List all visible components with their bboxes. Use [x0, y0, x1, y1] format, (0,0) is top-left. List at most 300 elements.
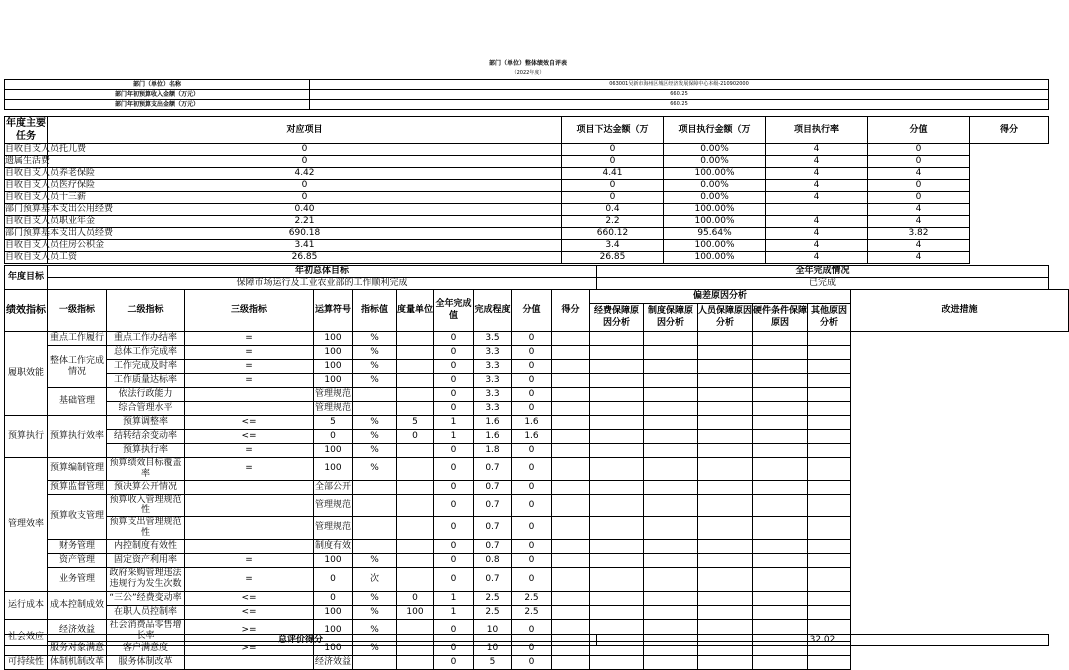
perf-col-op: 运算符号 [314, 290, 353, 332]
perf-op: <= [185, 416, 314, 430]
perf-l3: 客户满意度 [107, 642, 185, 656]
perf-l3: 总体工作完成率 [107, 346, 185, 360]
perf-weight: 0.7 [474, 480, 512, 494]
perf-deviation-cell [753, 332, 808, 346]
perf-deviation-cell [644, 656, 698, 670]
report-title: 部门（单位）整体绩效自评表 [488, 60, 567, 67]
perf-degree: 0 [434, 346, 474, 360]
perf-deviation-cell [698, 553, 753, 567]
tasks-col-project: 对应项目 [48, 117, 562, 144]
perf-deviation-cell [753, 539, 808, 553]
task-weight: 4 [766, 144, 868, 156]
task-weight: 4 [766, 192, 868, 204]
perf-deviation-cell [644, 517, 698, 540]
perf-deviation-cell [590, 517, 644, 540]
perf-unit: % [353, 430, 397, 444]
tasks-col-rate: 项目执行率 [766, 117, 868, 144]
perf-actual [397, 332, 434, 346]
perf-body [5, 332, 1069, 670]
perf-degree: 0 [434, 458, 474, 481]
task-row [5, 168, 1049, 180]
perf-deviation-cell [753, 388, 808, 402]
goal-completion-text: 已完成 [597, 278, 1049, 290]
expense-value: 660.25 [310, 100, 1049, 110]
perf-deviation-cell [590, 360, 644, 374]
perf-header-row-1 [5, 290, 1069, 304]
perf-weight: 0.7 [474, 539, 512, 553]
perf-l3: 预决算公开情况 [107, 480, 185, 494]
perf-weight: 2.5 [474, 605, 512, 619]
perf-unit [353, 402, 397, 416]
perf-weight: 3.3 [474, 346, 512, 360]
tasks-col-weight: 分值 [868, 117, 970, 144]
task-weight: 4 [766, 168, 868, 180]
perf-target: 100 [314, 619, 353, 642]
task-weight: 4 [766, 252, 868, 264]
perf-weight: 3.3 [474, 360, 512, 374]
task-project: 部门预算基本支出公用经费 [5, 204, 114, 214]
perf-score: 0 [512, 539, 552, 553]
perf-unit [353, 388, 397, 402]
perf-col-actual: 全年完成值 [434, 290, 474, 332]
perf-weight: 0.8 [474, 553, 512, 567]
perf-weight: 0.7 [474, 458, 512, 481]
perf-col-target: 指标值 [353, 290, 397, 332]
perf-unit [353, 480, 397, 494]
tasks-header-row [5, 117, 1049, 144]
perf-score: 0 [512, 458, 552, 481]
perf-deviation-cell [552, 458, 590, 481]
perf-l3: 预算绩效目标覆盖率 [107, 458, 185, 481]
perf-op [185, 539, 314, 553]
perf-l2-c1: 预算编制管理 [48, 458, 107, 481]
perf-deviation-cell [753, 416, 808, 430]
perf-deviation-cell [644, 374, 698, 388]
perf-deviation-cell [644, 402, 698, 416]
perf-actual [397, 494, 434, 517]
perf-col-d1: 经费保障原因分析 [590, 304, 644, 332]
perf-degree: 0 [434, 517, 474, 540]
perf-table [4, 289, 1069, 670]
task-allocated: 3.41 [48, 240, 562, 252]
perf-target: 0 [314, 430, 353, 444]
perf-op [185, 480, 314, 494]
perf-deviation-cell [552, 656, 590, 670]
perf-measures-cell [808, 567, 851, 591]
task-row [5, 216, 1049, 228]
perf-op: = [185, 444, 314, 458]
perf-actual [397, 444, 434, 458]
tasks-section-label: 年度主要任务 [6, 118, 46, 142]
task-rate: 0.00% [664, 144, 766, 156]
task-allocated: 0 [48, 144, 562, 156]
perf-l3: 依法行政能力 [107, 388, 185, 402]
unit-value: 063001吴新市海州区城区经济发展保障中心本级-210902000 [310, 80, 1049, 90]
perf-l2-c3: 预算收支管理 [48, 494, 107, 539]
perf-op: <= [185, 430, 314, 444]
perf-unit [353, 539, 397, 553]
perf-actual [397, 517, 434, 540]
perf-deviation-cell [698, 374, 753, 388]
perf-unit: % [353, 619, 397, 642]
total-label: 总评价得分 [5, 635, 597, 646]
perf-score: 0 [512, 656, 552, 670]
header-table [4, 79, 1049, 110]
perf-deviation-cell [552, 388, 590, 402]
perf-row [5, 494, 1069, 517]
perf-row [5, 480, 1069, 494]
perf-actual: 100 [397, 605, 434, 619]
income-row [5, 90, 1049, 100]
perf-deviation-cell [698, 444, 753, 458]
task-project: 自收自支人员工资 [5, 252, 78, 262]
perf-deviation-cell [753, 430, 808, 444]
perf-actual [397, 656, 434, 670]
perf-deviation-cell [698, 567, 753, 591]
task-score: 0 [868, 144, 970, 156]
perf-actual [397, 553, 434, 567]
perf-deviation-cell [552, 591, 590, 605]
perf-deviation-cell [753, 591, 808, 605]
perf-actual: 0 [397, 591, 434, 605]
perf-deviation-cell [552, 402, 590, 416]
perf-l3: 社会消费品零售增长率 [107, 619, 185, 642]
perf-op: = [185, 332, 314, 346]
perf-deviation-cell [698, 416, 753, 430]
perf-degree: 0 [434, 642, 474, 656]
task-rate: 100.00% [664, 252, 766, 264]
perf-degree: 0 [434, 374, 474, 388]
perf-deviation-cell [590, 332, 644, 346]
perf-weight: 3.5 [474, 332, 512, 346]
perf-target: 100 [314, 458, 353, 481]
task-row [5, 252, 1049, 264]
task-rate: 0.00% [664, 156, 766, 168]
perf-col-score: 得分 [552, 290, 590, 332]
perf-measures-cell [808, 539, 851, 553]
perf-unit [353, 656, 397, 670]
perf-deviation-cell [698, 539, 753, 553]
task-row [5, 228, 1049, 240]
perf-target: 5 [314, 416, 353, 430]
perf-deviation-cell [753, 374, 808, 388]
task-executed: 0 [562, 192, 664, 204]
task-project: 部门预算基本支出人员经费 [5, 228, 114, 238]
perf-actual [397, 480, 434, 494]
perf-deviation-cell [644, 605, 698, 619]
perf-l1-a: 履职效能 [5, 332, 48, 416]
perf-op: >= [185, 619, 314, 642]
task-allocated: 0.40 [48, 204, 562, 216]
task-executed: 660.12 [562, 228, 664, 240]
perf-op: = [185, 567, 314, 591]
perf-op: >= [185, 642, 314, 656]
task-executed: 0 [562, 144, 664, 156]
task-row [5, 144, 1049, 156]
perf-deviation-cell [590, 553, 644, 567]
goal-table [4, 265, 1049, 290]
task-allocated: 0 [48, 156, 562, 168]
perf-actual [397, 346, 434, 360]
perf-deviation-cell [590, 430, 644, 444]
perf-actual [397, 402, 434, 416]
task-score: 0 [868, 156, 970, 168]
perf-target: 100 [314, 605, 353, 619]
tasks-body [5, 144, 1049, 264]
task-rate: 100.00% [664, 204, 766, 216]
perf-deviation-cell [552, 567, 590, 591]
perf-degree: 0 [434, 480, 474, 494]
perf-deviation-cell [698, 332, 753, 346]
perf-l3: 重点工作办结率 [107, 332, 185, 346]
perf-op: = [185, 360, 314, 374]
total-table [4, 634, 1049, 646]
task-executed: 0.4 [562, 204, 664, 216]
perf-l3: 固定资产利用率 [107, 553, 185, 567]
perf-weight: 3.3 [474, 402, 512, 416]
perf-degree: 1 [434, 416, 474, 430]
perf-deviation-cell [590, 494, 644, 517]
perf-unit: % [353, 444, 397, 458]
perf-target: 100 [314, 444, 353, 458]
goal-header-row [5, 266, 1049, 278]
perf-degree: 1 [434, 605, 474, 619]
perf-deviation-cell [753, 567, 808, 591]
perf-weight: 10 [474, 619, 512, 642]
perf-weight: 0.7 [474, 494, 512, 517]
task-executed: 3.4 [562, 240, 664, 252]
task-score: 4 [868, 204, 970, 216]
total-row [5, 635, 1049, 646]
perf-row [5, 430, 1069, 444]
unit-row [5, 80, 1049, 90]
perf-deviation-cell [590, 444, 644, 458]
perf-deviation-cell [753, 360, 808, 374]
perf-deviation-cell [590, 388, 644, 402]
perf-measures-cell [808, 605, 851, 619]
perf-deviation-cell [753, 402, 808, 416]
perf-l1-b: 预算执行 [5, 416, 48, 458]
perf-measures-cell [808, 346, 851, 360]
perf-measures-cell [808, 494, 851, 517]
perf-l2-f1: 体制机制改革 [48, 656, 107, 670]
perf-deviation-cell [753, 458, 808, 481]
perf-row [5, 416, 1069, 430]
perf-score: 0 [512, 567, 552, 591]
perf-degree: 1 [434, 430, 474, 444]
perf-deviation-cell [698, 388, 753, 402]
task-score: 0 [868, 180, 970, 192]
expense-label: 部门年初预算支出金额（万元） [5, 100, 310, 110]
perf-deviation-cell [552, 480, 590, 494]
perf-actual [397, 458, 434, 481]
perf-row [5, 332, 1069, 346]
perf-l3: “三公”经费变动率 [107, 591, 185, 605]
task-project: 自收自支人员托儿费 [5, 144, 87, 154]
perf-score: 0 [512, 517, 552, 540]
task-score: 4 [868, 240, 970, 252]
perf-deviation-cell [590, 374, 644, 388]
perf-op: = [185, 374, 314, 388]
perf-weight: 10 [474, 642, 512, 656]
perf-measures-cell [808, 374, 851, 388]
task-weight: 4 [766, 180, 868, 192]
perf-score: 0 [512, 619, 552, 642]
perf-degree: 0 [434, 388, 474, 402]
task-executed: 2.2 [562, 216, 664, 228]
perf-deviation-cell [753, 553, 808, 567]
perf-degree: 0 [434, 567, 474, 591]
perf-deviation-cell [698, 402, 753, 416]
perf-row [5, 656, 1069, 670]
task-project: 自收自支人员住房公积金 [5, 240, 105, 250]
perf-score: 0 [512, 553, 552, 567]
task-rate: 100.00% [664, 216, 766, 228]
perf-col-d4: 硬件条件保障原因 [753, 304, 808, 332]
perf-deviation-cell [644, 458, 698, 481]
perf-score: 1.6 [512, 416, 552, 430]
perf-row [5, 374, 1069, 388]
perf-l3: 预算支出管理规范性 [107, 517, 185, 540]
perf-deviation-cell [698, 480, 753, 494]
perf-col-d2: 制度保障原因分析 [644, 304, 698, 332]
perf-target: 管理规范 [314, 494, 353, 517]
perf-col-l1: 一级指标 [48, 290, 107, 332]
perf-deviation-cell [644, 494, 698, 517]
perf-actual: 0 [397, 430, 434, 444]
perf-l1-e: 社会效应 [5, 619, 48, 656]
perf-deviation-cell [644, 346, 698, 360]
task-project: 自收自支人员医疗保险 [5, 180, 96, 190]
perf-row [5, 591, 1069, 605]
task-project: 遗属生活费 [5, 156, 51, 166]
perf-op [185, 388, 314, 402]
perf-target: 制度有效 [314, 539, 353, 553]
perf-row [5, 458, 1069, 481]
perf-unit: % [353, 332, 397, 346]
perf-weight: 3.3 [474, 388, 512, 402]
perf-target: 100 [314, 642, 353, 656]
perf-col-d3: 人员保障原因分析 [698, 304, 753, 332]
perf-op: = [185, 553, 314, 567]
task-score: 0 [868, 192, 970, 204]
perf-score: 0 [512, 642, 552, 656]
perf-deviation-cell [753, 480, 808, 494]
perf-score: 0 [512, 388, 552, 402]
perf-row [5, 539, 1069, 553]
goal-overall-label: 年初总体目标 [48, 266, 597, 278]
perf-deviation-cell [590, 458, 644, 481]
perf-l3: 服务体制改革 [107, 656, 185, 670]
perf-actual [397, 567, 434, 591]
perf-degree: 0 [434, 360, 474, 374]
task-row [5, 156, 1049, 168]
perf-l3: 工作质量达标率 [107, 374, 185, 388]
perf-row [5, 444, 1069, 458]
perf-weight: 2.5 [474, 591, 512, 605]
perf-deviation-cell [753, 346, 808, 360]
perf-measures-cell [808, 444, 851, 458]
perf-l3: 综合管理水平 [107, 402, 185, 416]
perf-deviation-cell [552, 430, 590, 444]
perf-degree: 0 [434, 332, 474, 346]
perf-op [185, 656, 314, 670]
perf-deviation-cell [644, 539, 698, 553]
perf-score: 0 [512, 346, 552, 360]
income-value: 660.25 [310, 90, 1049, 100]
perf-row [5, 605, 1069, 619]
task-weight [766, 204, 868, 216]
perf-weight: 5 [474, 656, 512, 670]
perf-deviation-cell [698, 517, 753, 540]
perf-degree: 0 [434, 539, 474, 553]
perf-deviation-cell [590, 591, 644, 605]
task-weight: 4 [766, 156, 868, 168]
perf-deviation-cell [698, 430, 753, 444]
goal-overall-text: 保障市场运行及工业农业部的工作顺利完成 [48, 278, 597, 290]
task-row [5, 204, 1049, 216]
perf-measures-cell [808, 656, 851, 670]
perf-deviation-cell [590, 480, 644, 494]
perf-l3: 预算收入管理规范性 [107, 494, 185, 517]
task-score: 3.82 [868, 228, 970, 240]
perf-unit: % [353, 642, 397, 656]
expense-row [5, 100, 1049, 110]
perf-weight: 1.8 [474, 444, 512, 458]
perf-col-unit: 度量单位 [397, 290, 434, 332]
perf-target: 0 [314, 591, 353, 605]
perf-deviation-cell [590, 416, 644, 430]
perf-deviation-cell [644, 480, 698, 494]
perf-weight: 1.6 [474, 416, 512, 430]
perf-deviation-cell [698, 591, 753, 605]
perf-deviation-cell [590, 567, 644, 591]
perf-deviation-cell [644, 430, 698, 444]
perf-measures-cell [808, 388, 851, 402]
perf-deviation-cell [552, 332, 590, 346]
task-rate: 100.00% [664, 168, 766, 180]
perf-deviation-cell [552, 346, 590, 360]
task-allocated: 4.42 [48, 168, 562, 180]
task-row [5, 240, 1049, 252]
perf-deviation-cell [644, 332, 698, 346]
perf-degree: 1 [434, 591, 474, 605]
perf-deviation-cell [753, 656, 808, 670]
perf-op: <= [185, 605, 314, 619]
perf-unit: % [353, 553, 397, 567]
perf-deviation-cell [590, 346, 644, 360]
perf-target: 管理规范 [314, 388, 353, 402]
perf-op [185, 517, 314, 540]
perf-score: 0 [512, 402, 552, 416]
perf-deviation-cell [698, 360, 753, 374]
perf-target: 管理规范 [314, 517, 353, 540]
perf-l3: 结转结余变动率 [107, 430, 185, 444]
perf-degree: 0 [434, 656, 474, 670]
perf-score: 0 [512, 494, 552, 517]
perf-degree: 0 [434, 619, 474, 642]
task-allocated: 0 [48, 180, 562, 192]
perf-row [5, 388, 1069, 402]
perf-col-weight: 分值 [512, 290, 552, 332]
perf-measures-cell [808, 517, 851, 540]
perf-op [185, 494, 314, 517]
perf-deviation-cell [552, 374, 590, 388]
perf-l2-c2: 预算监督管理 [48, 480, 107, 494]
perf-deviation-cell [753, 605, 808, 619]
perf-score: 0 [512, 332, 552, 346]
perf-measures-cell [808, 332, 851, 346]
